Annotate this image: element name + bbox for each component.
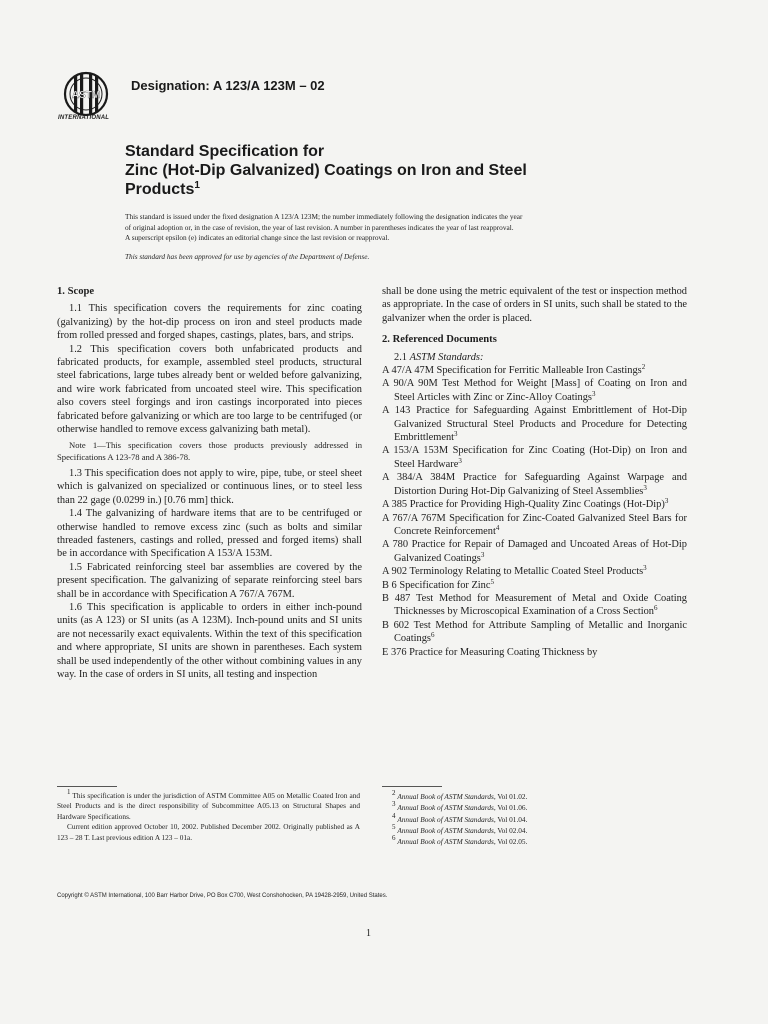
referenced-document-item: B 487 Test Method for Measurement of Metal and Oxide Coating Thicknesses by Microscopical Examination of a Cross Section$^6$ xyxy=(382,592,687,618)
footnote-1 xyxy=(57,788,360,843)
footnote-rule-left xyxy=(57,786,117,787)
title-footnote-mark: 1 xyxy=(194,180,200,191)
title-line-1: Standard Specification for xyxy=(125,143,325,160)
footnote-2: $^2$ Annual Book of ASTM Standards, Vol 01.02. xyxy=(392,789,528,801)
copyright-notice: Copyright © ASTM International, 100 Barr Harbor Drive, PO Box C700, West Conshohocken, PA 19428-2959, United States. xyxy=(57,893,388,899)
footnote-5: $^5$ Annual Book of ASTM Standards, Vol 02.04. xyxy=(392,822,528,835)
referenced-document-item: B 6 Specification for Zinc$^5$ xyxy=(382,577,494,591)
paragraph-1-2: 1.2 This specification covers both unfabricated products and fabricated products, for example, assembled steel products, structural steel fabrications, large tubes already bent or welded before galvanizing, and wire work fabricated from uncoated steel wire. This specification also covers steel forgings and iron castings incorporated into pieces fabricated before galvanizing or which are too large to be centrifuged (or otherwise handled to remove excess galvanizing bath metal). xyxy=(57,343,362,436)
footnote-3: $^3$ Annual Book of ASTM Standards, Vol 01.06. xyxy=(392,800,528,813)
paragraph-1-6: 1.6 This specification is applicable to orders in either inch-pound units (as A 123) or SI units (as A 123M). Inch-pound units and SI units are not necessarily exact equivalents. Within the text of this specification and where appropriate, SI units are shown in parentheses. Each system shall be used independently of the other without combining values in any way. In the case of orders in SI units, all testing and inspection xyxy=(57,601,362,680)
referenced-documents-heading: 2. Referenced Documents xyxy=(382,334,497,346)
document-title xyxy=(125,142,595,199)
logo-subtitle: INTERNATIONAL xyxy=(58,115,110,121)
referenced-document-item: A 767/A 767M Specification for Zinc-Coated Galvanized Steel Bars for Concrete Reinforcement$^4$ xyxy=(382,512,687,537)
referenced-document-item: E 376 Practice for Measuring Coating Thickness by xyxy=(382,646,598,658)
svg-text:ASTM: ASTM xyxy=(71,90,101,101)
paragraph-1-6-continued: shall be done using the metric equivalent of the test or inspection method as appropriate. In the case of orders in SI units, such shall be stated to the galvanizer when the order is placed. xyxy=(382,286,687,324)
referenced-document-item: A 90/A 90M Test Method for Weight [Mass] of Coating on Iron and Steel Articles with Zinc or Zinc-Alloy Coatings$^3$ xyxy=(382,378,687,403)
title-line-3: Products$^1$ xyxy=(125,180,200,198)
paragraph-1-4: 1.4 The galvanizing of hardware items that are to be centrifuged or otherwise handled to remove excess zinc (such as bolts and similar threaded fasteners, castings and rolled, pressed and forged items) shall be in accordance with Specification A 153/A 153M. xyxy=(57,508,362,560)
title-line-2: Zinc (Hot-Dip Galvanized) Coatings on Iron and Steel xyxy=(125,162,527,179)
notice-line-3: A superscript epsilon (e) indicates an editorial change since the last revision or reapproval. xyxy=(125,233,390,243)
referenced-document-item: A 153/A 153M Specification for Zinc Coating (Hot-Dip) on Iron and Steel Hardware$^3$ xyxy=(382,445,687,470)
referenced-document-item: A 143 Practice for Safeguarding Against Embrittlement of Hot-Dip Galvanized Structural Steel Products and Procedure for Detecting Embrittlement$^3$ xyxy=(382,405,687,444)
notice-line-2: of original adoption or, in the case of revision, the year of last revision. A number in parentheses indicates the year of last reapproval. xyxy=(125,222,514,232)
footnote-rule-right xyxy=(382,786,442,787)
note-1: Note 1—This specification covers those products previously addressed in Specifications A 123-78 and A 386-78. xyxy=(57,440,362,462)
footnote-6: $^6$ Annual Book of ASTM Standards, Vol 02.05. xyxy=(392,834,528,847)
paragraph-1-5: 1.5 Fabricated reinforcing steel bar assemblies are covered by the present specification. The galvanizing of separate reinforcing steel bars shall be in accordance with Specification A 767/A 767M. xyxy=(57,561,362,600)
paragraph-1-1: 1.1 This specification covers the requirements for zinc coating (galvanizing) by the hot-dip process on iron and steel products made from rolled pressed and forged shapes, castings, plates, bars, and strips. xyxy=(57,303,362,342)
referenced-document-item: B 602 Test Method for Attribute Sampling of Metallic and Inorganic Coatings$^6$ xyxy=(382,619,687,645)
scope-heading: 1. Scope xyxy=(57,286,95,297)
astm-standards-subheading: 2.1 ASTM Standards: xyxy=(394,351,484,363)
notice-line-1: This standard is issued under the fixed designation A 123/A 123M; the number immediately following the designation indicates the year xyxy=(125,212,523,221)
referenced-documents-list xyxy=(382,364,687,659)
footnote-1-text: $^1$ This specification is under the jurisdiction of ASTM Committee A05 on Metallic Coated Iron and Steel Products and is the direct responsibility of Subcommittee A05.13 on Structural Shapes and Hardware Specifications. xyxy=(57,788,360,821)
approval-notice: This standard has been approved for use by agencies of the Department of Defense. xyxy=(125,252,370,261)
referenced-document-item: A 384/A 384M Practice for Safeguarding Against Warpage and Distortion During Hot-Dip Galvanizing of Steel Assemblies$^3$ xyxy=(382,472,687,497)
referenced-document-item: A 47/A 47M Specification for Ferritic Malleable Iron Castings$^2$ xyxy=(382,363,646,377)
referenced-document-item: A 902 Terminology Relating to Metallic Coated Steel Products$^3$ xyxy=(382,564,647,578)
page-number: 1 xyxy=(366,928,371,939)
issuance-notice xyxy=(125,212,630,244)
designation: Designation: A 123/A 123M – 02 xyxy=(131,78,325,93)
footnote-1-edition: Current edition approved October 10, 2002. Published December 2002. Originally published as A 123 – 28 T. Last previous edition A 123 – 01a. xyxy=(57,822,360,842)
referenced-document-item: A 385 Practice for Providing High-Quality Zinc Coatings $(Hot-Dip)^3$ xyxy=(382,497,669,511)
right-column xyxy=(382,285,687,659)
paragraph-1-3: 1.3 This specification does not apply to wire, pipe, tube, or steel sheet which is galvanized on specialized or continuous lines, or to steel less than 22 gage (0.0299 in.) [0.76 mm] thick. xyxy=(57,467,362,506)
referenced-document-item: A 780 Practice for Repair of Damaged and Uncoated Areas of Hot-Dip Galvanized Coatings$^3$ xyxy=(382,539,687,564)
footnote-4: $^4$ Annual Book of ASTM Standards, Vol 01.04. xyxy=(392,811,528,824)
footnotes-right xyxy=(392,791,682,847)
left-column xyxy=(57,285,362,681)
